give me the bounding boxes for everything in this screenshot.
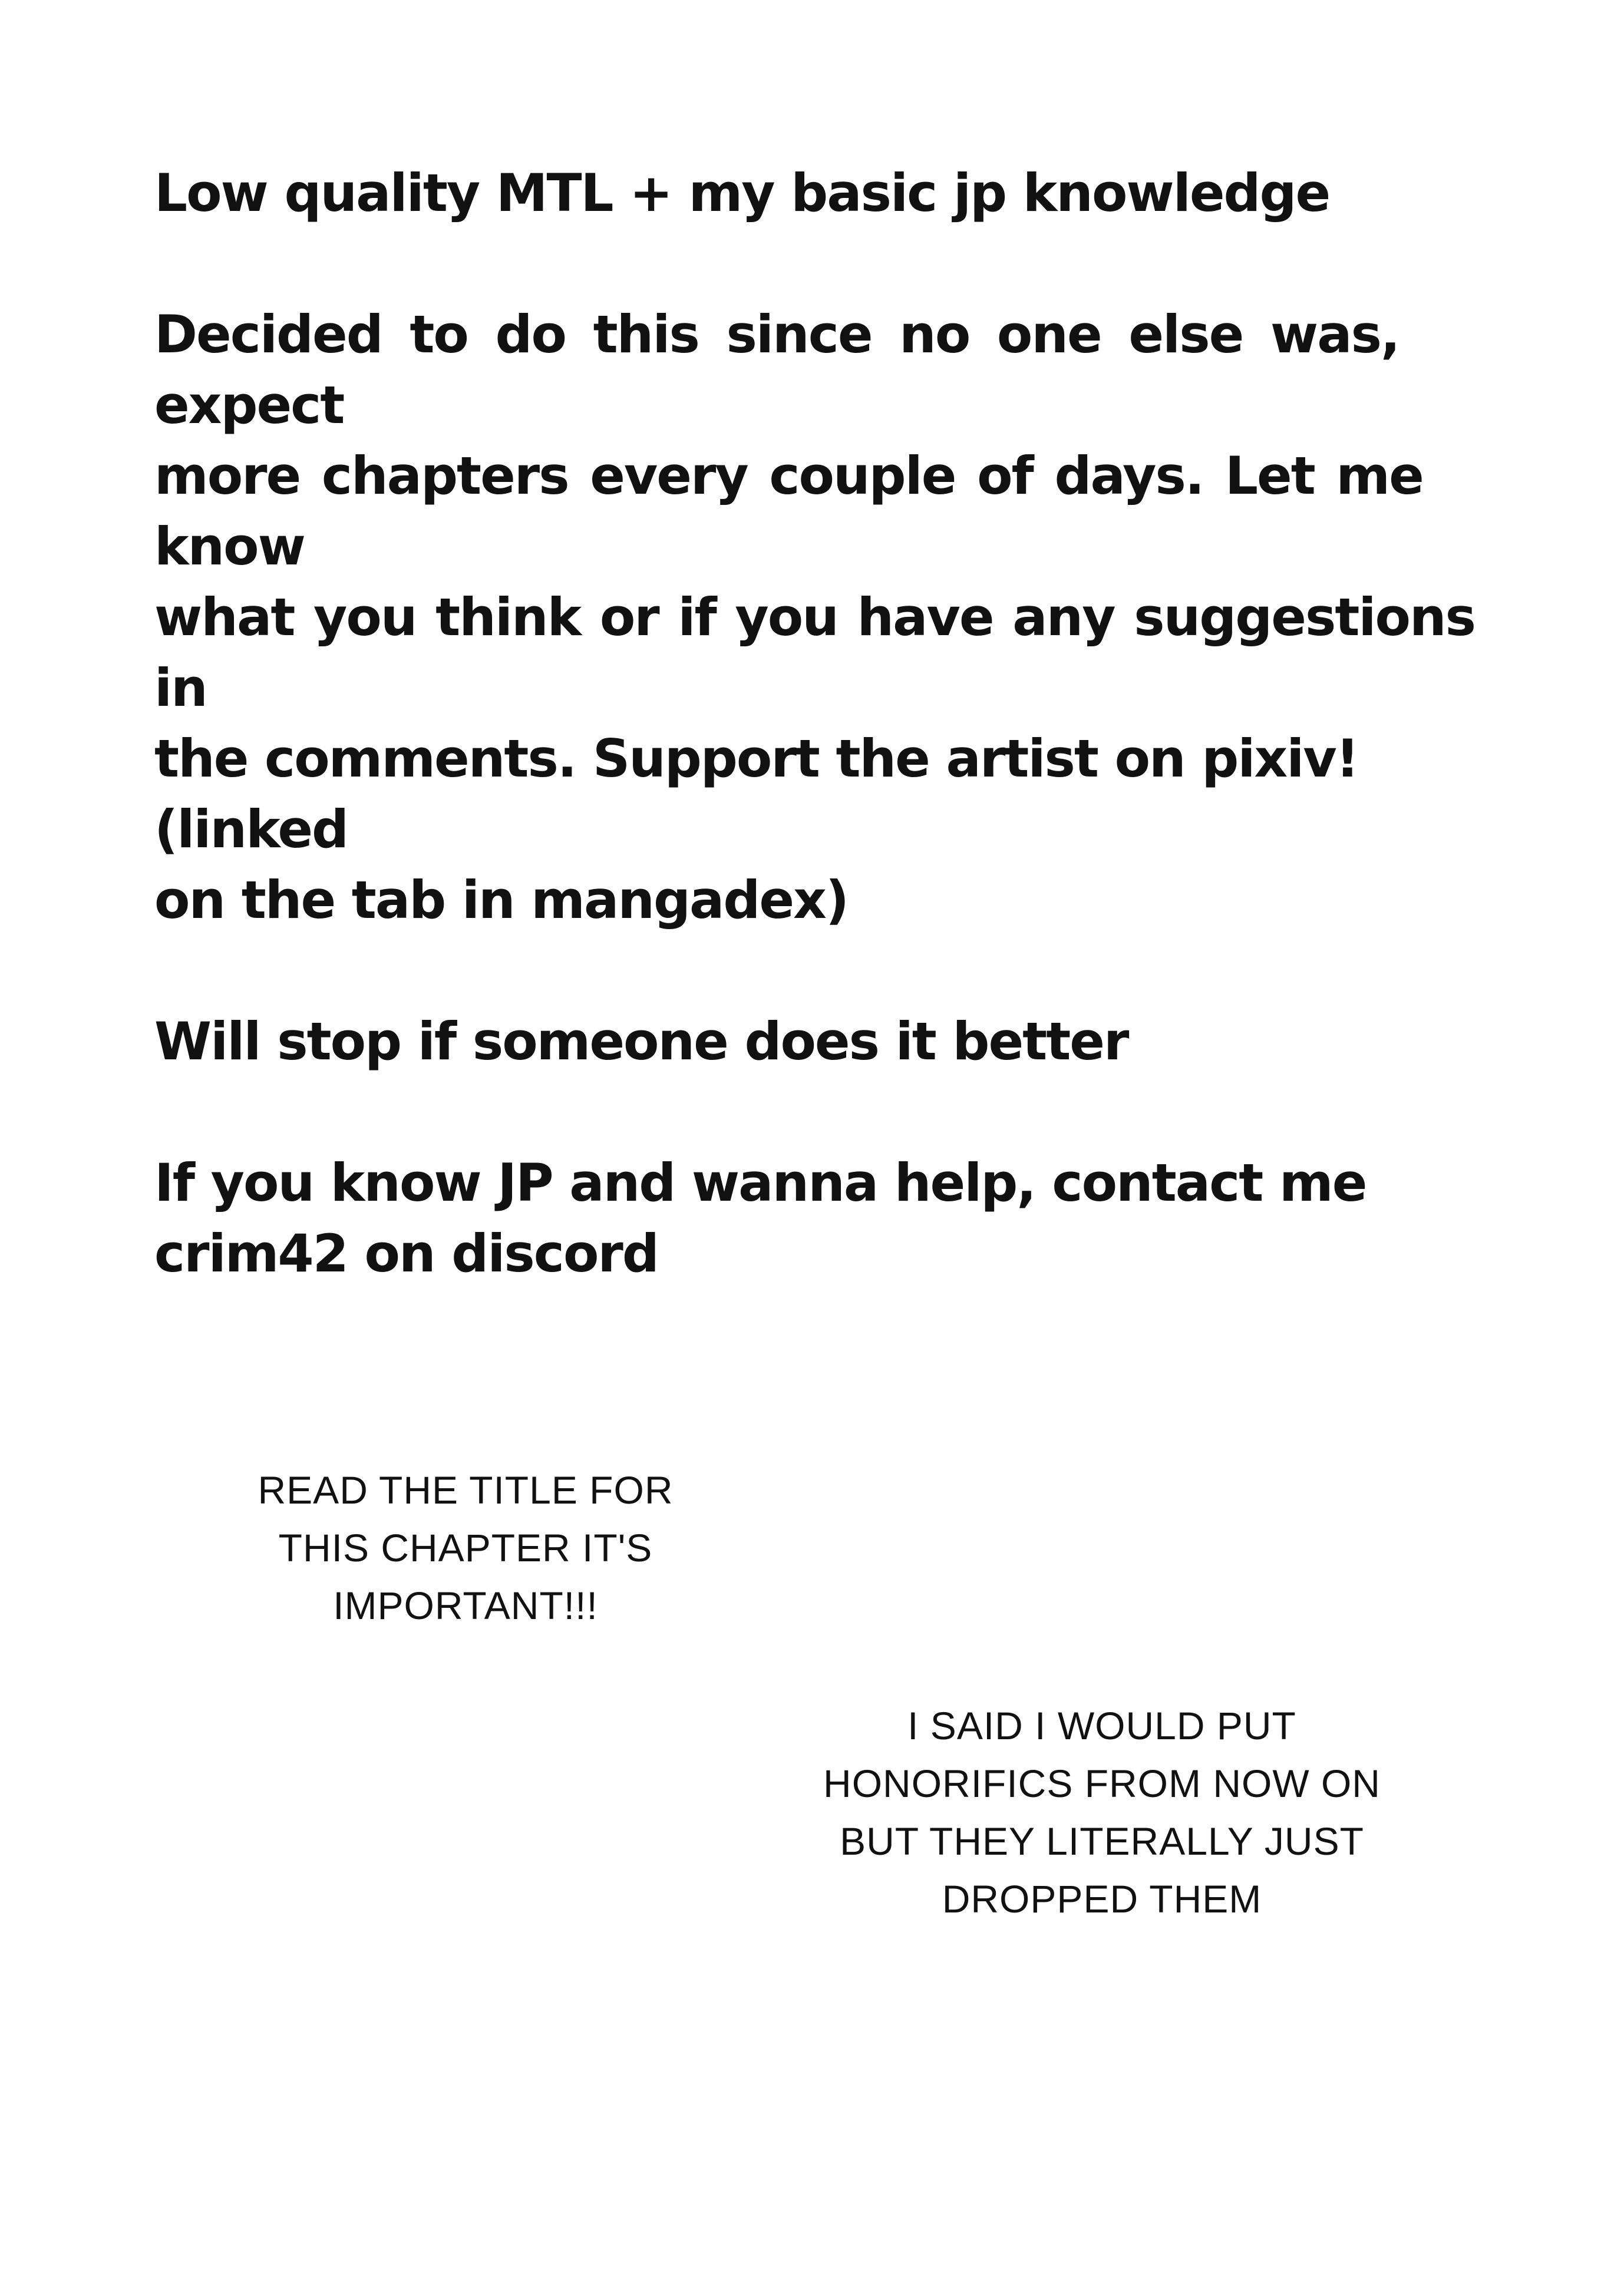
contact-note-line: If you know JP and wanna help, contact me — [154, 1152, 1366, 1213]
caption-line: HONORIFICS FROM NOW ON — [823, 1762, 1381, 1805]
honorifics-caption — [807, 1697, 1397, 1928]
contact-note — [154, 1148, 1486, 1289]
discord-handle: crim42 on discord — [154, 1223, 658, 1284]
caption-line: DROPPED THEM — [942, 1877, 1262, 1921]
title-warning-caption — [236, 1461, 695, 1634]
caption-line: I SAID I WOULD PUT — [907, 1704, 1296, 1747]
plan-note-line: more chapters every couple of days. Let me know — [154, 445, 1423, 577]
caption-line: IMPORTANT!!! — [333, 1584, 598, 1627]
caption-line: READ THE TITLE FOR — [258, 1468, 674, 1512]
plan-note — [154, 299, 1486, 936]
caption-line: BUT THEY LITERALLY JUST — [840, 1819, 1364, 1863]
translator-notes — [154, 158, 1486, 1289]
stop-note: Will stop if someone does it better — [154, 1011, 1128, 1072]
plan-note-line: what you think or if you have any suggestions in — [154, 587, 1476, 718]
caption-line: THIS CHAPTER IT'S — [278, 1526, 653, 1570]
intro-note: Low quality MTL + my basic jp knowledge — [154, 163, 1330, 223]
plan-note-line: on the tab in mangadex) — [154, 870, 849, 930]
plan-note-line: Decided to do this since no one else was, expect — [154, 304, 1399, 435]
plan-note-line: the comments. Support the artist on pixiv! (linked — [154, 728, 1358, 860]
